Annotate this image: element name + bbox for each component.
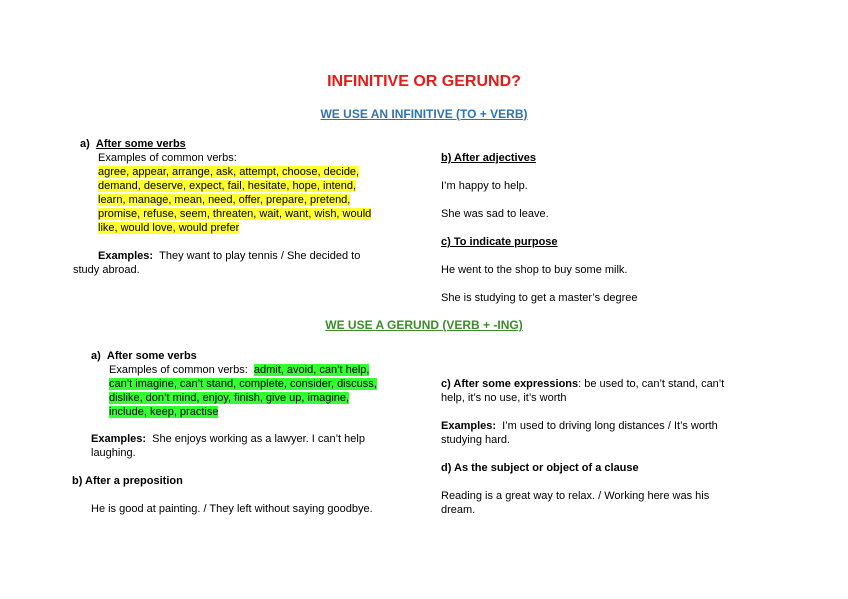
infinitive-b-heading: b) After adjectives <box>441 152 536 164</box>
gerund-a-heading-line <box>91 349 197 363</box>
gerund-a-heading: After some verbs <box>106 350 197 362</box>
gerund-b-heading: b) After a preposition <box>72 475 183 487</box>
gerund-d-example-line1: Reading is a great way to relax. / Working here was his <box>441 490 710 502</box>
infinitive-a-examples-label: Examples of common verbs: <box>98 152 237 164</box>
gerund-section-heading: WE USE A GERUND (VERB + -ING) <box>325 318 523 332</box>
infinitive-a-marker: a) <box>80 138 90 150</box>
examples-label: Examples: <box>98 250 154 262</box>
infinitive-b-example: I’m happy to help. <box>441 180 528 192</box>
gerund-verbs-line: include, keep, practise <box>109 406 219 418</box>
infinitive-a-heading: After some verbs <box>95 138 186 150</box>
examples-label: Examples: <box>91 433 147 445</box>
gerund-a-examples-line <box>109 363 369 377</box>
infinitive-verbs-line: agree, appear, arrange, ask, attempt, choose, decide, <box>98 166 360 178</box>
infinitive-verbs-line: promise, refuse, seem, threaten, wait, want, wish, would <box>98 208 372 220</box>
infinitive-c-example: She is studying to get a master’s degree <box>441 292 638 304</box>
infinitive-a-example-line1: Examples: They want to play tennis / She decided to <box>98 250 361 262</box>
gerund-c-line1: c) After some expressions: be used to, can’t stand, can’t <box>441 378 725 390</box>
gerund-verbs-line: admit, avoid, can’t help, <box>253 364 370 376</box>
infinitive-a-example-line2: study abroad. <box>73 264 140 276</box>
infinitive-c-example: He went to the shop to buy some milk. <box>441 264 628 276</box>
gerund-b-example: He is good at painting. / They left without saying goodbye. <box>91 503 373 515</box>
gerund-c-line2: help, it’s no use, it’s worth <box>441 392 567 404</box>
page-title: INFINITIVE OR GERUND? <box>327 73 521 90</box>
infinitive-verbs-line: like, would love, would prefer <box>98 222 240 234</box>
infinitive-section-heading: WE USE AN INFINITIVE (TO + VERB) <box>320 107 528 121</box>
infinitive-b-example: She was sad to leave. <box>441 208 549 220</box>
examples-label: Examples: <box>441 420 497 432</box>
gerund-d-example-line2: dream. <box>441 504 476 516</box>
gerund-a-marker: a) <box>91 350 101 362</box>
infinitive-c-heading: c) To indicate purpose <box>441 236 558 248</box>
gerund-a-example-line2: laughing. <box>91 447 136 459</box>
gerund-verbs-line: dislike, don’t mind, enjoy, finish, give up, imagine, <box>109 392 350 404</box>
infinitive-verbs-line: learn, manage, mean, need, offer, prepare, pretend, <box>98 194 351 206</box>
infinitive-verbs-line: demand, deserve, expect, fail, hesitate, hope, intend, <box>98 180 357 192</box>
gerund-d-heading: d) As the subject or object of a clause <box>441 462 639 474</box>
gerund-a-examples-label: Examples of common verbs: <box>109 364 248 376</box>
gerund-c-example-line1: Examples: I’m used to driving long distances / It’s worth <box>441 420 718 432</box>
infinitive-a-heading-line <box>80 137 186 151</box>
gerund-verbs-line: can’t imagine, can’t stand, complete, consider, discuss, <box>109 378 377 390</box>
gerund-c-heading: c) After some expressions <box>441 378 579 390</box>
gerund-c-example-line2: studying hard. <box>441 434 511 446</box>
gerund-a-example-line1: Examples: She enjoys working as a lawyer. I can’t help <box>91 433 365 445</box>
